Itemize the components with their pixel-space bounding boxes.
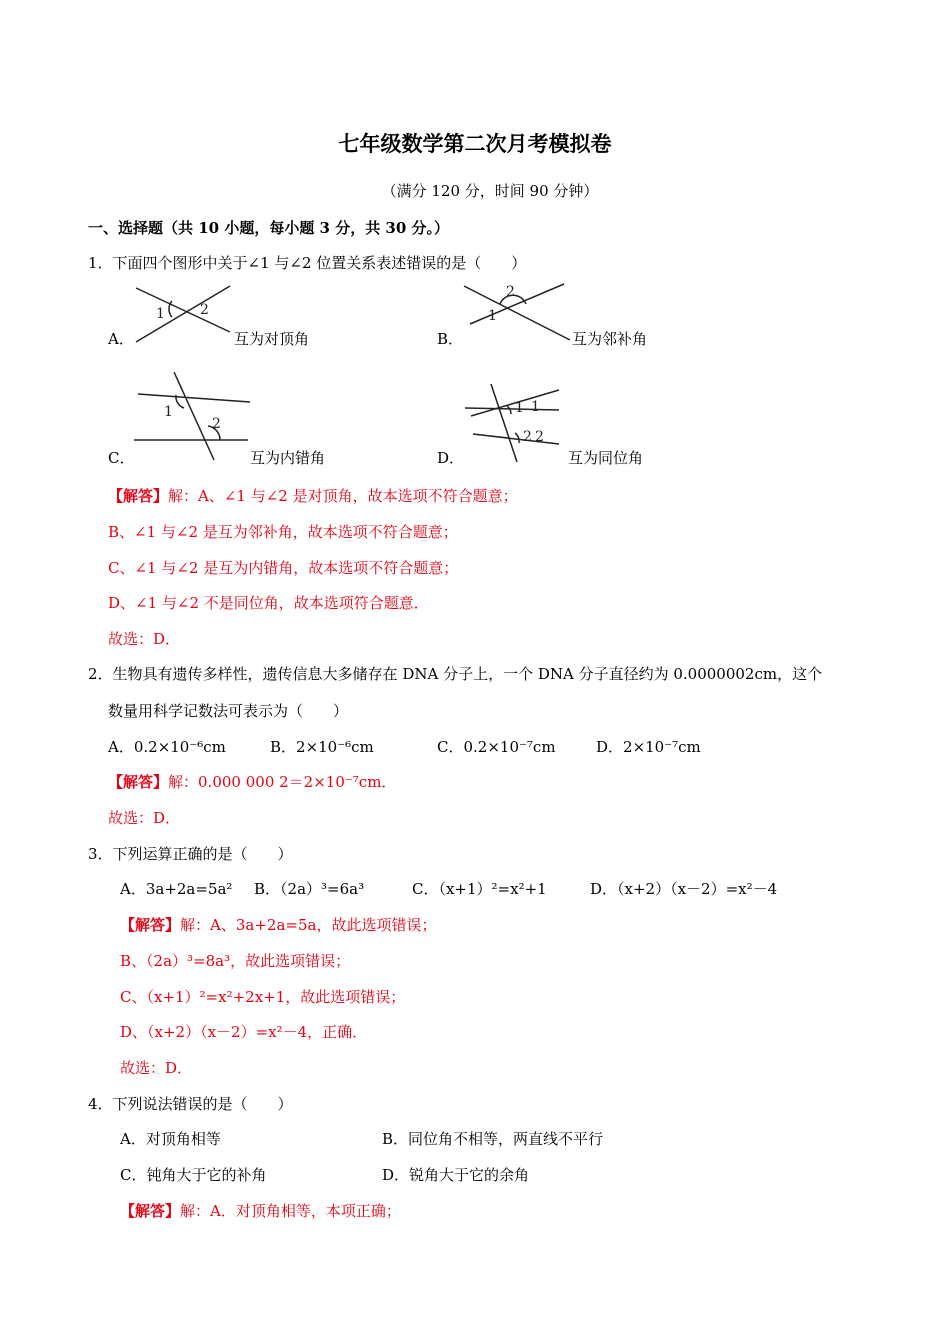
answer-3-line-3: C、（x+1）²=x²+2x+1，故此选项错误； <box>120 988 406 1006</box>
angle-2-label: 2 <box>535 429 544 445</box>
answer-1-line-1: 【解答】解：A、∠1 与∠2 是对顶角，故本选项不符合题意； <box>108 487 518 505</box>
answer-2-line-1: 【解答】解：0.000 000 2＝2×10⁻⁷cm． <box>108 773 397 791</box>
question-2-stem-2: 数量用科学记数法可表示为（ ） <box>108 702 349 720</box>
figure-c-alternate-angles <box>132 368 254 464</box>
answer-4-line-1: 【解答】解：A．对顶角相等，本项正确； <box>120 1202 401 1220</box>
question-3-option-b: B．（2a）³=6a³ <box>254 880 365 898</box>
answer-2-conclusion: 故选：D． <box>108 809 181 827</box>
question-4-option-a: A．对顶角相等 <box>120 1130 221 1148</box>
question-3-option-c: C．（x+1）²=x²+1 <box>412 880 547 898</box>
page-subtitle: （满分 120 分，时间 90 分钟） <box>381 182 599 200</box>
answer-3-conclusion: 故选：D． <box>120 1059 193 1077</box>
question-2-option-d: D．2×10⁻⁷cm <box>596 738 701 756</box>
question-2-option-c: C．0.2×10⁻⁷cm <box>437 738 556 756</box>
question-3-option-d: D．（x+2）（x－2）=x²－4 <box>590 880 778 898</box>
question-1-stem: 1．下面四个图形中关于∠1 与∠2 位置关系表述错误的是（ ） <box>88 254 527 272</box>
question-4-option-b: B．同位角不相等，两直线不平行 <box>382 1130 604 1148</box>
answer-3-line-4: D、（x+2）（x－2）=x²－4，正确． <box>120 1023 368 1041</box>
question-2-option-a: A．0.2×10⁻⁶cm <box>108 738 226 756</box>
angle-2-label: 2 <box>200 302 209 318</box>
section-heading: 一、选择题（共 10 小题，每小题 3 分，共 30 分。） <box>88 219 450 237</box>
answer-1-line-4: D、∠1 与∠2 不是同位角，故本选项符合题意． <box>108 594 429 612</box>
question-2-option-b: B．2×10⁻⁶cm <box>270 738 374 756</box>
answer-3-line-2: B、（2a）³=8a³，故此选项错误； <box>120 952 351 970</box>
question-3-stem: 3．下列运算正确的是（ ） <box>88 845 293 863</box>
option-b-letter: B． <box>437 330 464 348</box>
figure-b-adjacent-angles <box>460 282 572 344</box>
angle-2-label: 2 <box>506 284 515 300</box>
question-4-option-d: D．锐角大于它的余角 <box>382 1166 530 1184</box>
angle-1-label: 1 <box>531 399 540 415</box>
angle-2-label: 2 <box>523 429 532 445</box>
question-4-option-c: C．钝角大于它的补角 <box>120 1166 267 1184</box>
option-c-letter: C． <box>108 449 135 467</box>
angle-2-label: 2 <box>212 416 221 432</box>
answer-1-conclusion: 故选：D． <box>108 630 181 648</box>
option-c-caption: 互为内错角 <box>250 449 326 467</box>
option-b-caption: 互为邻补角 <box>572 330 648 348</box>
option-d-caption: 互为同位角 <box>568 449 644 467</box>
question-4-stem: 4．下列说法错误的是（ ） <box>88 1095 293 1113</box>
angle-1-label: 1 <box>515 400 524 416</box>
figure-d-corresponding-angles <box>463 380 563 464</box>
question-2-stem-1: 2．生物具有遗传多样性，遗传信息大多储存在 DNA 分子上，一个 DNA 分子直径约为 0.0000002cm，这个 <box>88 665 823 683</box>
figure-a-vertical-angles <box>130 282 240 352</box>
option-a-caption: 互为对顶角 <box>234 330 310 348</box>
page-title: 七年级数学第二次月考模拟卷 <box>338 131 612 156</box>
angle-1-label: 1 <box>156 306 165 322</box>
question-3-option-a: A．3a+2a=5a² <box>120 880 233 898</box>
answer-3-line-1: 【解答】解：A、3a+2a=5a，故此选项错误； <box>120 916 437 934</box>
angle-1-label: 1 <box>488 308 497 324</box>
answer-1-line-3: C、∠1 与∠2 是互为内错角，故本选项不符合题意； <box>108 559 459 577</box>
answer-1-line-2: B、∠1 与∠2 是互为邻补角，故本选项不符合题意； <box>108 523 458 541</box>
option-d-letter: D． <box>437 449 465 467</box>
option-a-letter: A． <box>108 330 134 348</box>
angle-1-label: 1 <box>164 404 173 420</box>
